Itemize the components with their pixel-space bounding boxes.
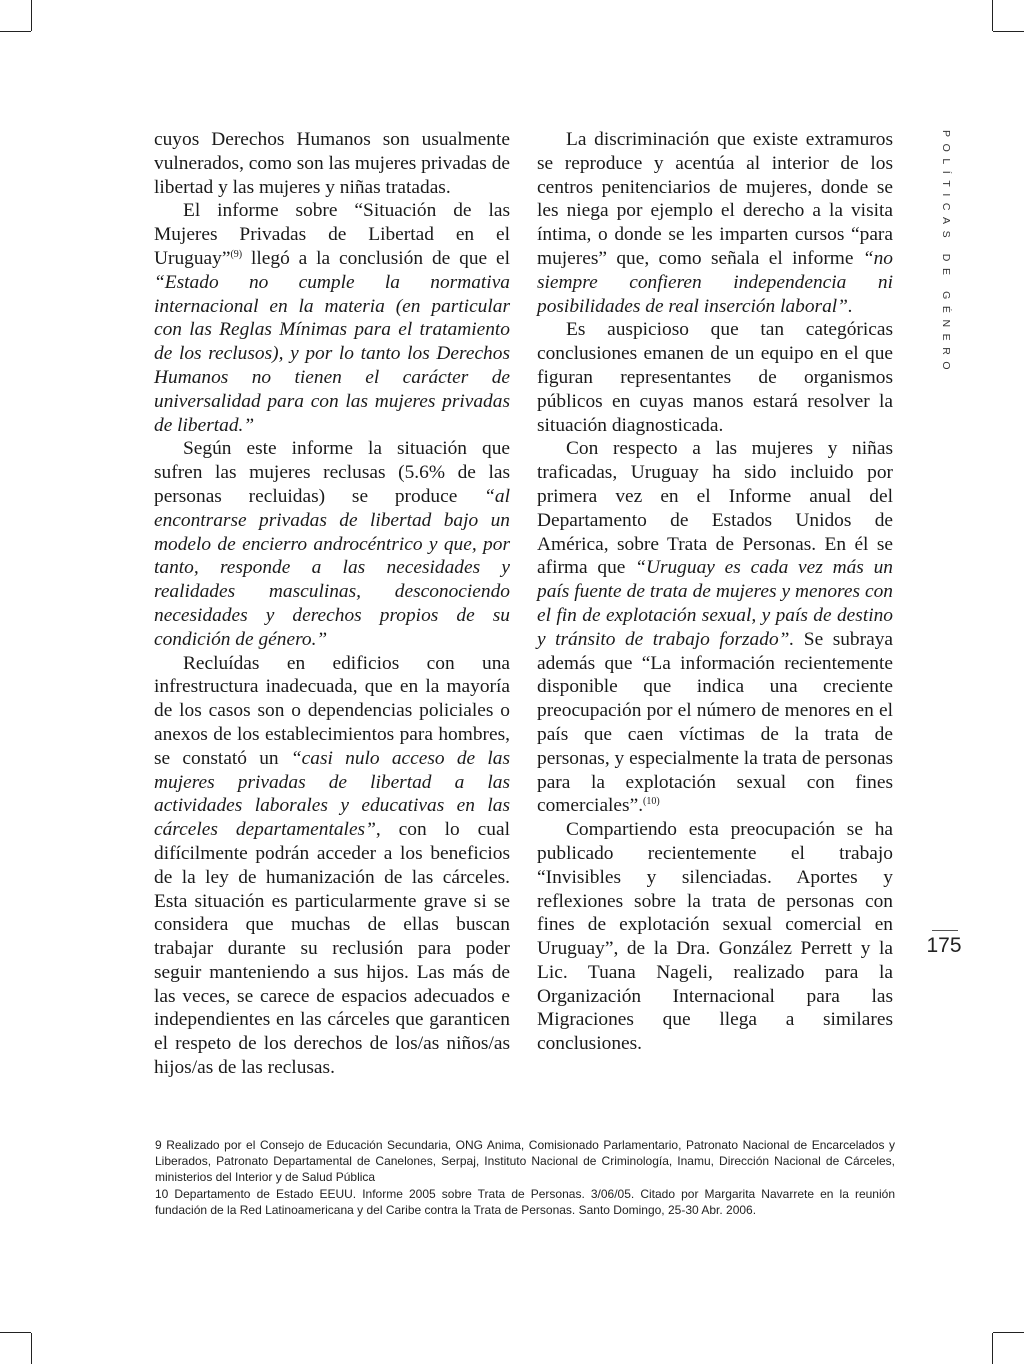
footnote-10: 10 Departamento de Estado EEUU. Informe 2005 sobre Trata de Personas. 3/06/05. Citado por Margarita Navarrete en la reunión fundación de la Red Latinoamericana y del Caribe contra la Trata de Personas. Santo Domingo, 25-30 Abr. 2006. [155,1186,895,1217]
crop-mark-top-left [31,0,32,31]
paragraph: Es auspicioso que tan categóricas conclusiones emanen de un equipo en el que figuran representantes de organismos públicos en cuyas manos estará resolver la situación diagnosticada. [537,319,893,436]
quotation: “Uruguay es cada vez más un país fuente de trata de mujeres y menores con el fin de explotación sexual, y país de destino y tránsito de trabajo forzado”. [537,557,893,650]
paragraph [537,437,893,818]
quotation: “al encontrarse privadas de libertad bajo un modelo de encierro androcéntrico y que, por tanto, responde a las necesidades y realidades masculinas, desconociendo necesidades y derechos propios de su condición de género.” [154,485,510,650]
crop-mark-top-left [0,31,31,32]
paragraph [154,652,510,1080]
text-run: Con respecto a las mujeres y niñas traficadas, Uruguay ha sido incluido por primera vez en el Informe anual del Departamento de Estados Unidos de América, sobre Trata de Personas. En él se afirma que [537,438,893,579]
text-run: El informe sobre “Situación de las Mujeres Privadas de Libertad en el Uruguay” [154,200,510,269]
paragraph: Compartiendo esta preocupación se ha publicado recientemente el trabajo “Invisibles y silenciadas. Aportes y reflexiones sobre la trata de personas con fines de explotación sexual comercial en Uruguay”, de la Dra. González Perrett y la Lic. Tuana Nageli, realizado para la Organización Internacional para las Migraciones que llega a similares conclusiones. [537,819,893,1055]
page-number-rule [932,930,958,931]
running-section-title: POLÍTICAS DE GÉNERO [940,130,952,377]
text-run: llegó a la conclusión de que el [242,247,510,269]
crop-mark-top-right [992,0,993,31]
footnote-reference: (9) [230,248,243,260]
quotation: “casi nulo acceso de las mujeres privadas de libertad a las actividades laborales y educativas en las cárceles departamentales” [154,747,510,841]
footnotes [155,1137,895,1218]
text-run: La discriminación que existe extramuros se reproduce y acentúa al interior de los centros penitenciarios de mujeres, donde se les niega por ejemplo el derecho a la visita íntima, o donde se les imparten cursos “para mujeres” que, como señala el informe [537,129,893,269]
paragraph: cuyos Derechos Humanos son usualmente vulnerados, como son las mujeres privadas de libertad y las mujeres y niñas tratadas. [154,129,510,198]
text-run: Recluídas en edificios con una infrestructura inadecuada, que en la mayoría de los casos son o dependencias policiales o anexos de los establecimientos para hombres, se constató un [154,652,510,769]
quotation: “Estado no cumple la normativa internacional en la materia (en particular con las Reglas Mínimas para el tratamiento de los reclusos), y por lo tanto los Derechos Humanos no tienen el carácter de universalidad para con las mujeres privadas de libertad.” [154,271,510,436]
footnote-9: 9 Realizado por el Consejo de Educación Secundaria, ONG Anima, Comisionado Parlamentario, Patronato Nacional de Encarcelados y Liberados, Patronato Departamental de Canelones, Serpaj, Instituto Nacional de Criminología, Inamu, Dirección Nacional de Cárceles, ministerios del Interior y de Salud Pública [155,1138,895,1185]
text-run: , con lo cual difícilmente podrán acceder a los beneficios de la ley de humanización de las cárceles. Esta situación es particularmente grave si se considera que muchas de ellas buscan trabajar durante su reclusión para poder seguir manteniendo a sus hijos. Las más de las veces, se carece de espacios adecuados e independientes en las cárceles que garanticen el respeto de los derechos de los/as niños/as hijos/as de las reclusas. [154,819,510,1079]
quotation: “no siempre confieren independencia ni posibilidades de real inserción laboral”. [537,247,893,317]
paragraph [537,128,893,318]
crop-mark-bottom-left [31,1333,32,1364]
crop-mark-bottom-right [992,1333,993,1364]
right-text-column [537,128,893,1056]
crop-mark-top-right [993,31,1024,32]
text-run: Se subraya además que “La información recientemente disponible que indica una creciente preocupación por el número de menores en el país que caen víctimas de la trata de personas, y especialmente la trata de personas para la explotación sexual con fines comerciales”. [537,628,893,817]
paragraph [154,437,510,651]
footnote-reference: (10) [643,796,660,808]
crop-mark-bottom-right [993,1332,1024,1333]
paragraph [154,199,510,437]
page-number: 175 [926,934,962,957]
crop-mark-bottom-left [0,1332,31,1333]
left-text-column [154,128,510,1080]
text-run: Según este informe la situación que sufren las mujeres reclusas (5.6% de las personas recluidas) se produce [154,438,510,507]
